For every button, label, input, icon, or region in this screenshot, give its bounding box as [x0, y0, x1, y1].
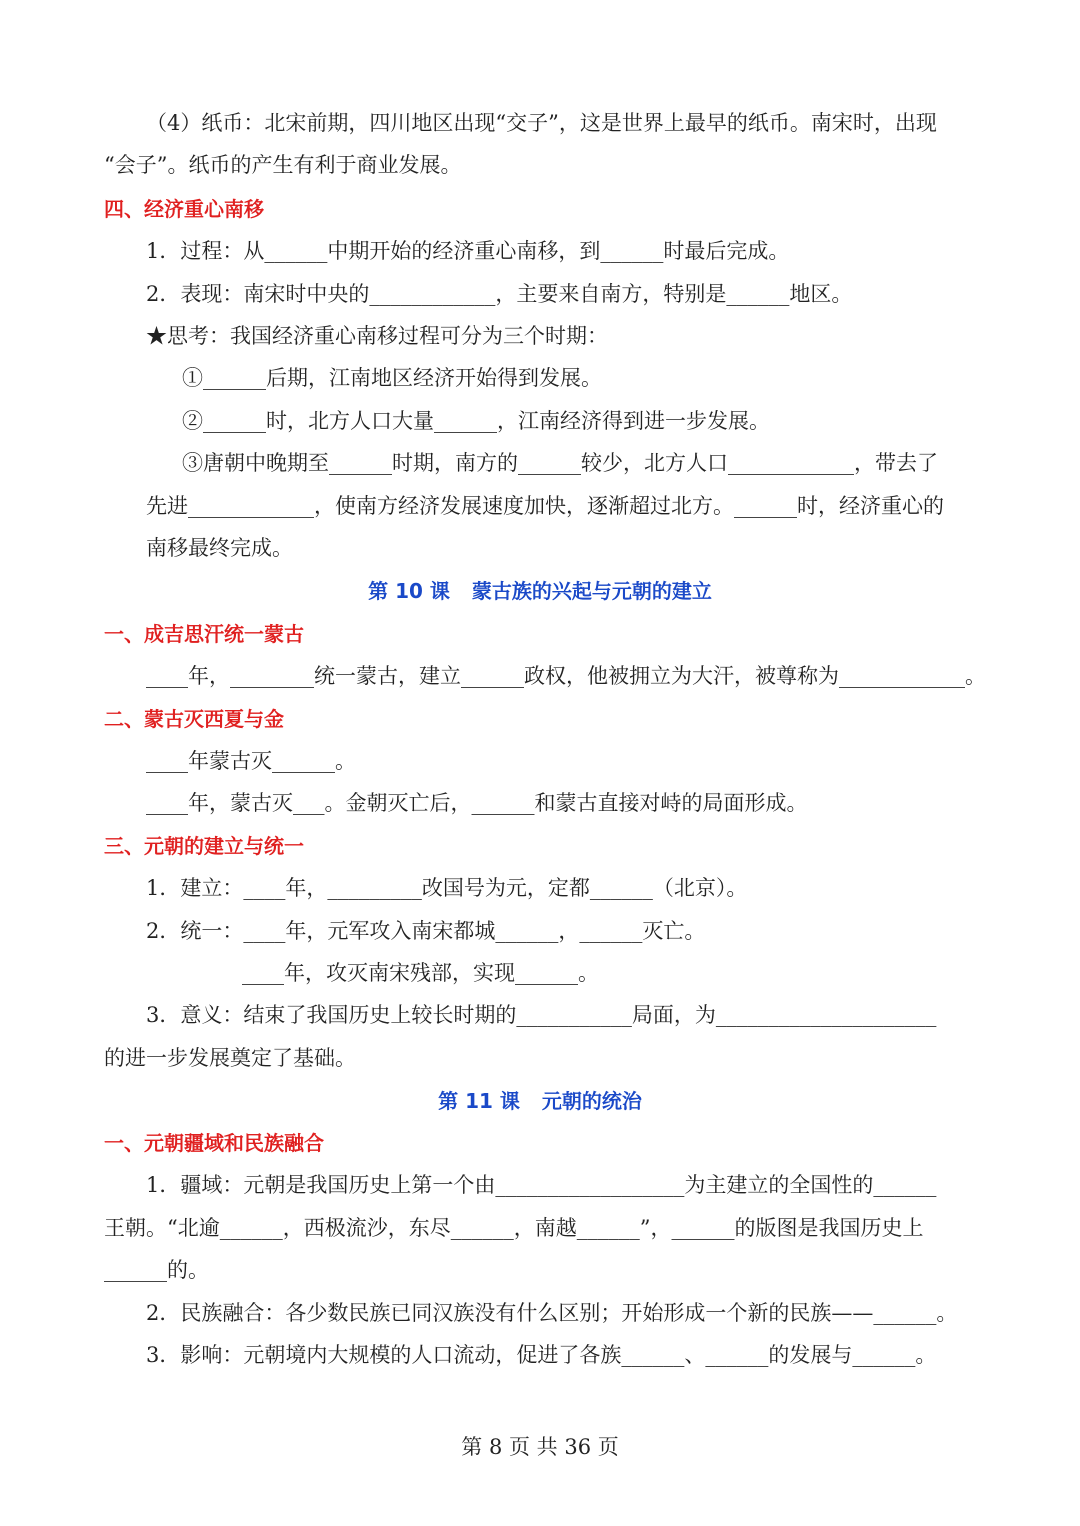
- item-manifestation: 2．表现：南宋时中央的____________，主要来自南方，特别是______地区。: [146, 282, 853, 306]
- lesson-10-number: 第 10 课: [368, 579, 450, 603]
- territory-line-3: ______的。: [104, 1258, 209, 1282]
- paper-money-text-line-2: “会子”。纸币的产生有利于商业发展。: [104, 153, 462, 177]
- lesson-11-number: 第 11 课: [438, 1089, 520, 1113]
- destroy-xixia-line: ____年蒙古灭______。: [146, 749, 356, 773]
- yuan-significance-line-1: 3．意义：结束了我国历史上较长时期的___________局面，为_____________________: [146, 1003, 937, 1027]
- yuan-unify-line-1: 2．统一：____年，元军攻入南宋都城______，______灭亡。: [146, 919, 706, 943]
- think-period-3-line-3: 南移最终完成。: [146, 536, 293, 560]
- lesson-10-title: [0, 576, 1080, 606]
- section-heading-territory-ethnic: 一、元朝疆域和民族融合: [104, 1131, 324, 1155]
- think-prompt: ★思考：我国经济重心南移过程可分为三个时期：: [146, 324, 608, 348]
- paper-money-text-line-1: （4）纸币：北宋前期，四川地区出现“交子”，这是世界上最早的纸币。南宋时，出现: [146, 111, 937, 135]
- section-heading-genghis-unify: 一、成吉思汗统一蒙古: [104, 622, 304, 646]
- lesson-11-title: [0, 1086, 1080, 1116]
- think-period-2: ②______时，北方人口大量______，江南经济得到进一步发展。: [182, 409, 770, 433]
- lesson-10-name: 蒙古族的兴起与元朝的建立: [471, 579, 712, 603]
- lesson-11-name: 元朝的统治: [541, 1089, 642, 1113]
- section-heading-yuan-founding: 三、元朝的建立与统一: [104, 834, 304, 858]
- yuan-significance-line-2: 的进一步发展奠定了基础。: [104, 1046, 356, 1070]
- territory-line-2: 王朝。“北逾______，西极流沙，东尽______，南越______”，______的版图是我国历史上: [104, 1216, 924, 1240]
- think-period-3-line-1: ③唐朝中晚期至______时期，南方的______较少，北方人口____________，带去了: [182, 451, 938, 475]
- territory-line-1: 1．疆域：元朝是我国历史上第一个由__________________为主建立的全国性的______: [146, 1173, 937, 1197]
- yuan-unify-line-2: ____年，攻灭南宋残部，实现______。: [242, 961, 599, 985]
- influence-line: 3．影响：元朝境内大规模的人口流动，促进了各族______、______的发展与______。: [146, 1343, 937, 1367]
- item-process: 1．过程：从______中期开始的经济重心南移，到______时最后完成。: [146, 239, 790, 263]
- section-heading-economic-center-shift: 四、经济重心南移: [104, 197, 264, 221]
- think-period-1: ①______后期，江南地区经济开始得到发展。: [182, 366, 602, 390]
- destroy-jin-line: ____年，蒙古灭___。金朝灭亡后，______和蒙古直接对峙的局面形成。: [146, 791, 808, 815]
- page-footer: 第 8 页 共 36 页: [461, 1435, 619, 1459]
- think-period-3-line-2: 先进____________，使南方经济发展速度加快，逐渐超过北方。______时，经济重心的: [146, 494, 944, 518]
- ethnic-fusion-line: 2．民族融合：各少数民族已同汉族没有什么区别；开始形成一个新的民族——______。: [146, 1301, 958, 1325]
- yuan-establish-line: 1．建立：____年，_________改国号为元，定都______（北京）。: [146, 876, 748, 900]
- section-heading-destroy-xixia-jin: 二、蒙古灭西夏与金: [104, 707, 284, 731]
- genghis-fill-line: ____年，________统一蒙古，建立______政权，他被拥立为大汗，被尊称为____________。: [146, 664, 986, 688]
